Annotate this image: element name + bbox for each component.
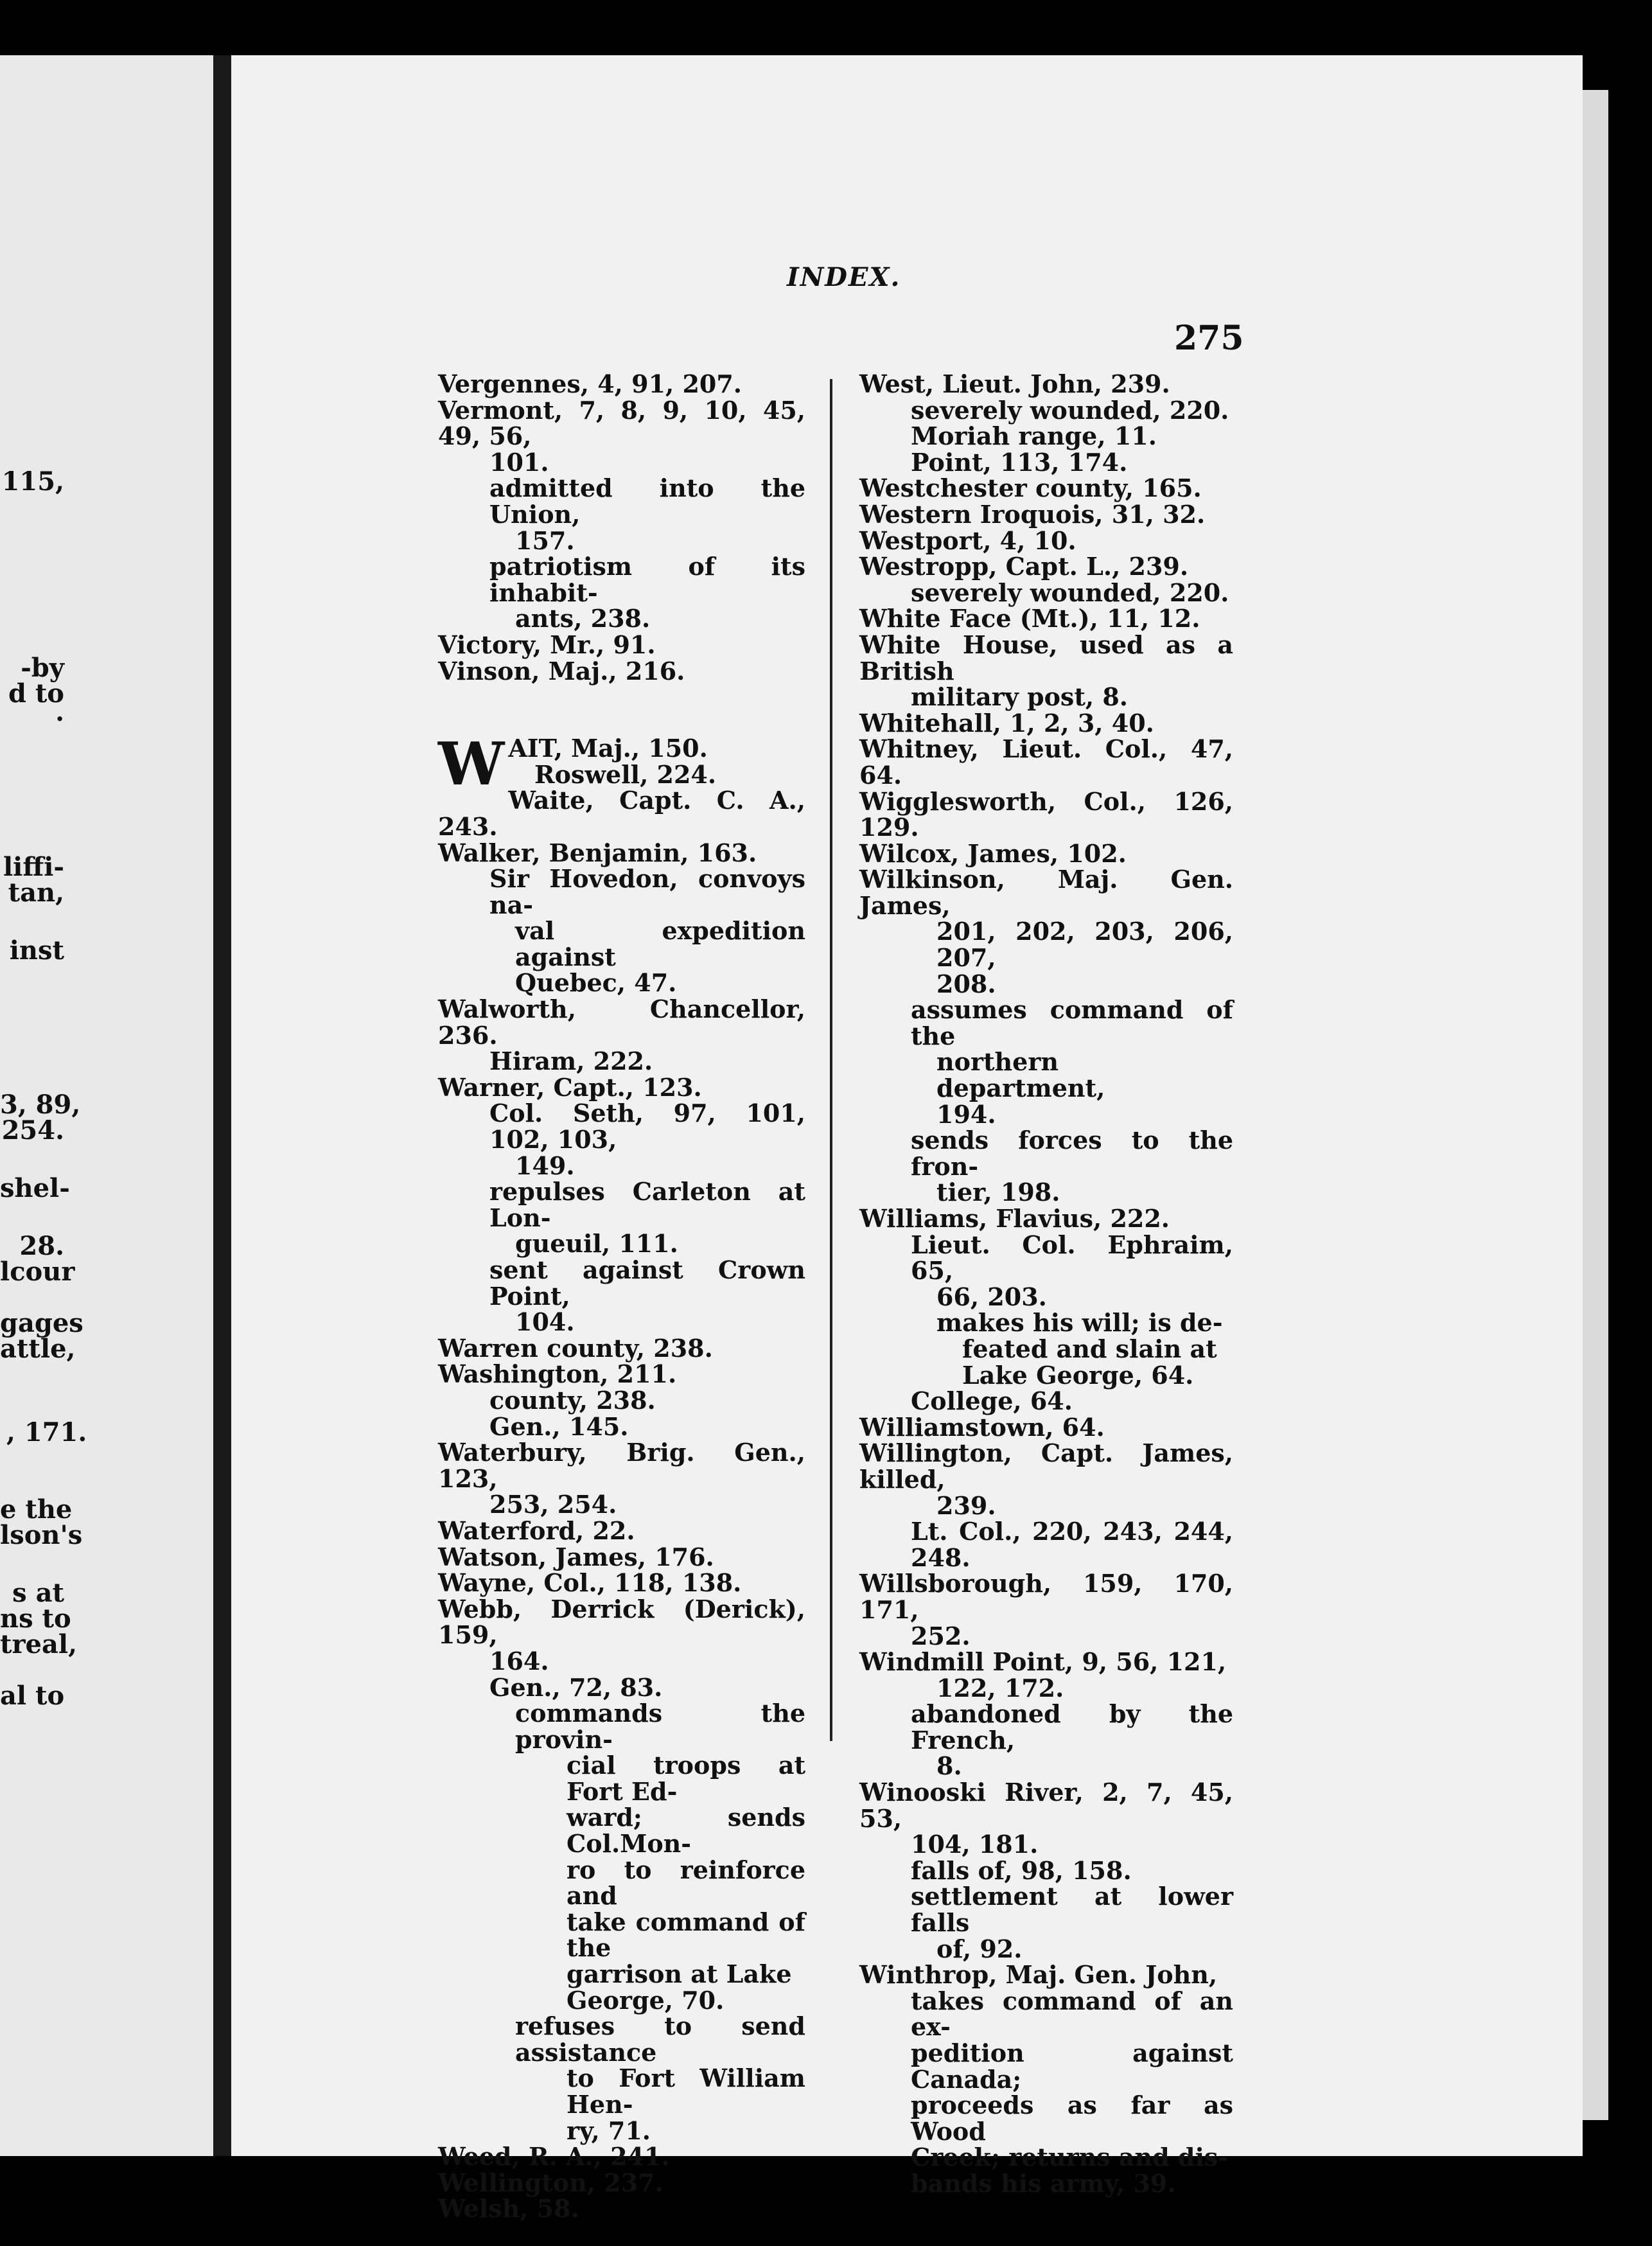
- index-entry: West, Lieut. John, 239.: [859, 369, 1170, 398]
- index-entry: Walworth, Chancellor, 236.: [438, 995, 805, 1050]
- index-subentry: 122, 172.: [936, 1673, 1064, 1702]
- previous-page-text: 115,: [1, 466, 64, 497]
- index-entry: Victory, Mr., 91.: [438, 630, 656, 659]
- index-entry: Warner, Capt., 123.: [438, 1072, 702, 1102]
- index-subentry: cial troops at Fort Ed-: [567, 1751, 805, 1806]
- index-entry: Willington, Capt. James, killed,: [859, 1438, 1233, 1494]
- index-entry: White Face (Mt.), 11, 12.: [859, 604, 1200, 633]
- index-subentry: gueuil, 111.: [515, 1229, 678, 1259]
- page-number: 275: [1174, 319, 1244, 358]
- index-entry: Walker, Benjamin, 163.: [438, 838, 757, 867]
- index-entry: Watson, James, 176.: [438, 1542, 714, 1571]
- index-subentry: 104, 181.: [911, 1830, 1039, 1859]
- index-subentry: Gen., 72, 83.: [489, 1672, 663, 1702]
- index-entry: Vermont, 7, 8, 9, 10, 45, 49, 56,: [438, 395, 805, 451]
- index-subentry: military post, 8.: [911, 682, 1129, 712]
- previous-page-fragment: [0, 55, 218, 2156]
- index-subentry: Gen., 145.: [489, 1411, 629, 1441]
- previous-page-text: lcour: [0, 1257, 75, 1287]
- index-entry: Williams, Flavius, 222.: [859, 1204, 1170, 1233]
- index-subentry: take command of the: [567, 1907, 805, 1963]
- previous-page-text: d to: [8, 678, 64, 709]
- index-subentry: 208.: [936, 969, 996, 998]
- previous-page-text: tan,: [8, 878, 64, 908]
- index-entry: Waterford, 22.: [438, 1516, 635, 1545]
- previous-page-text: al to: [0, 1681, 65, 1711]
- previous-page-text: , 171.: [6, 1417, 87, 1447]
- previous-page-text: liffi-: [3, 852, 64, 882]
- index-subentry: severely wounded, 220.: [911, 395, 1229, 425]
- index-subentry: val expedition against: [515, 916, 805, 971]
- index-entry: Westport, 4, 10.: [859, 526, 1076, 555]
- previous-page-text: treal,: [0, 1629, 78, 1659]
- index-subentry: tier, 198.: [936, 1178, 1060, 1207]
- previous-page-text: 28.: [19, 1231, 64, 1261]
- index-subentry: to Fort William Hen-: [567, 2064, 805, 2119]
- index-subentry: Creek; returns and dis-: [911, 2143, 1229, 2172]
- index-subentry: Lake George, 64.: [962, 1360, 1194, 1390]
- index-subentry: proceeds as far as Wood: [911, 2091, 1233, 2146]
- index-subentry: Sir Hovedon, convoys na-: [489, 864, 805, 919]
- section-gap: [438, 684, 805, 736]
- index-subentry: northern department,: [936, 1047, 1105, 1103]
- index-subentry: 253, 254.: [489, 1490, 617, 1519]
- index-subentry: feated and slain at: [962, 1334, 1217, 1363]
- previous-page-text: shel-: [0, 1173, 70, 1203]
- index-subentry: county, 238.: [489, 1385, 656, 1415]
- index-entry: Wigglesworth, Col., 126, 129.: [859, 786, 1233, 842]
- index-entry: Webb, Derrick (Derick), 159,: [438, 1594, 805, 1650]
- index-subentry: garrison at Lake: [567, 1959, 792, 1989]
- index-subentry: College, 64.: [911, 1386, 1073, 1416]
- index-subentry: ants, 238.: [515, 604, 651, 633]
- index-subentry: assumes command of the: [911, 995, 1233, 1050]
- previous-page-text: e the: [0, 1494, 73, 1525]
- index-entry: Washington, 211.: [438, 1359, 677, 1389]
- index-entry: Winthrop, Maj. Gen. John,: [859, 1960, 1218, 1990]
- index-entry: Westropp, Capt. L., 239.: [859, 552, 1189, 581]
- index-entry: Winooski River, 2, 7, 45, 53,: [859, 1778, 1233, 1833]
- index-column-right: [859, 371, 1233, 2197]
- index-entry: Willsborough, 159, 170, 171,: [859, 1569, 1233, 1624]
- drop-cap-letter: W: [438, 729, 505, 799]
- index-subentry: falls of, 98, 158.: [911, 1855, 1132, 1885]
- index-subentry: Moriah range, 11.: [911, 421, 1157, 451]
- index-subentry: Quebec, 47.: [515, 968, 677, 998]
- index-subentry: Roswell, 224.: [534, 759, 717, 789]
- previous-page-text: gages: [0, 1308, 83, 1338]
- index-entry: Westchester county, 165.: [859, 473, 1202, 503]
- index-entry: Windmill Point, 9, 56, 121,: [859, 1647, 1227, 1677]
- index-subentry: settlement at lower falls: [911, 1882, 1233, 1938]
- index-entry: White House, used as a British: [859, 630, 1233, 685]
- index-entry: Welsh, 58.: [438, 2194, 579, 2224]
- index-column-left: [438, 371, 805, 2222]
- index-subentry: Lieut. Col. Ephraim, 65,: [911, 1230, 1233, 1286]
- index-subentry: 66, 203.: [936, 1282, 1047, 1311]
- index-subentry: sends forces to the fron-: [911, 1126, 1233, 1181]
- index-subentry: George, 70.: [567, 1985, 725, 2015]
- index-subentry: 239.: [936, 1490, 996, 1520]
- index-subentry: 157.: [515, 526, 575, 555]
- index-subentry: Point, 113, 174.: [911, 447, 1128, 477]
- previous-page-text: attle,: [0, 1334, 76, 1364]
- index-entry: Vergennes, 4, 91, 207.: [438, 369, 743, 398]
- index-entry: Western Iroquois, 31, 32.: [859, 499, 1206, 529]
- index-subentry: Hiram, 222.: [489, 1047, 653, 1076]
- previous-page-text: ns to: [0, 1604, 71, 1634]
- index-subentry: sent against Crown Point,: [489, 1255, 805, 1311]
- page-edge: [1583, 90, 1608, 2120]
- index-entry: Warren county, 238.: [438, 1333, 713, 1363]
- index-subentry: 201, 202, 203, 206, 207,: [936, 917, 1233, 973]
- index-subentry: bands his army, 39.: [911, 2168, 1176, 2198]
- book-spine: [213, 55, 233, 2156]
- index-subentry: 164.: [489, 1646, 549, 1676]
- index-entry: Wilkinson, Maj. Gen. James,: [859, 865, 1233, 920]
- index-entry: Wayne, Col., 118, 138.: [438, 1568, 742, 1598]
- index-entry: Whitney, Lieut. Col., 47, 64.: [859, 734, 1233, 790]
- index-entry: Wilcox, James, 102.: [859, 838, 1127, 868]
- index-subentry: 149.: [515, 1151, 575, 1180]
- index-subentry: pedition against Canada;: [911, 2038, 1233, 2094]
- index-subentry: Col. Seth, 97, 101, 102, 103,: [489, 1099, 805, 1154]
- index-subentry: 252.: [911, 1621, 971, 1650]
- index-entry: Weed, R. A., 241.: [438, 2142, 670, 2171]
- index-subentry: ro to reinforce and: [567, 1855, 805, 1911]
- index-subentry: refuses to send assistance: [515, 2012, 805, 2067]
- index-subentry: Lt. Col., 220, 243, 244, 248.: [911, 1517, 1233, 1572]
- previous-page-text: s at: [12, 1578, 64, 1608]
- index-subentry: patriotism of its inhabit-: [489, 552, 805, 607]
- index-entry: Waite, Capt. C. A., 243.: [438, 786, 805, 841]
- index-subentry: repulses Carleton at Lon-: [489, 1177, 805, 1232]
- index-entry: Waterbury, Brig. Gen., 123,: [438, 1438, 805, 1493]
- index-entry: Wellington, 237.: [438, 2168, 663, 2197]
- index-subentry: 101.: [489, 447, 549, 477]
- column-rule: [830, 379, 832, 1741]
- index-entry-text: AIT, Maj., 150.: [508, 734, 708, 763]
- index-subentry: commands the provin-: [515, 1699, 805, 1754]
- index-subentry: takes command of an ex-: [911, 1986, 1233, 2042]
- index-entry: Whitehall, 1, 2, 3, 40.: [859, 708, 1154, 738]
- index-subentry: ward; sends Col.Mon-: [567, 1803, 805, 1859]
- previous-page-text: -by: [21, 653, 64, 683]
- index-subentry: ry, 71.: [567, 2116, 651, 2145]
- previous-page-text: 3, 89,: [0, 1090, 81, 1120]
- previous-page-text: 254.: [1, 1115, 64, 1145]
- index-subentry: makes his will; is de-: [936, 1308, 1223, 1338]
- index-subentry: 194.: [936, 1099, 996, 1129]
- previous-page-text: inst: [9, 935, 64, 966]
- index-subentry: 8.: [936, 1751, 962, 1781]
- index-subentry: admitted into the Union,: [489, 473, 805, 529]
- index-entry: Vinson, Maj., 216.: [438, 656, 685, 685]
- previous-page-text: lson's: [0, 1520, 83, 1550]
- index-subentry: abandoned by the French,: [911, 1699, 1233, 1755]
- index-subentry: severely wounded, 220.: [911, 578, 1229, 607]
- index-subentry: of, 92.: [936, 1934, 1023, 1963]
- running-head: INDEX.: [787, 262, 901, 292]
- index-subentry: 104.: [515, 1307, 575, 1337]
- index-entry: Williamstown, 64.: [859, 1412, 1105, 1442]
- previous-page-text: ·: [55, 704, 64, 734]
